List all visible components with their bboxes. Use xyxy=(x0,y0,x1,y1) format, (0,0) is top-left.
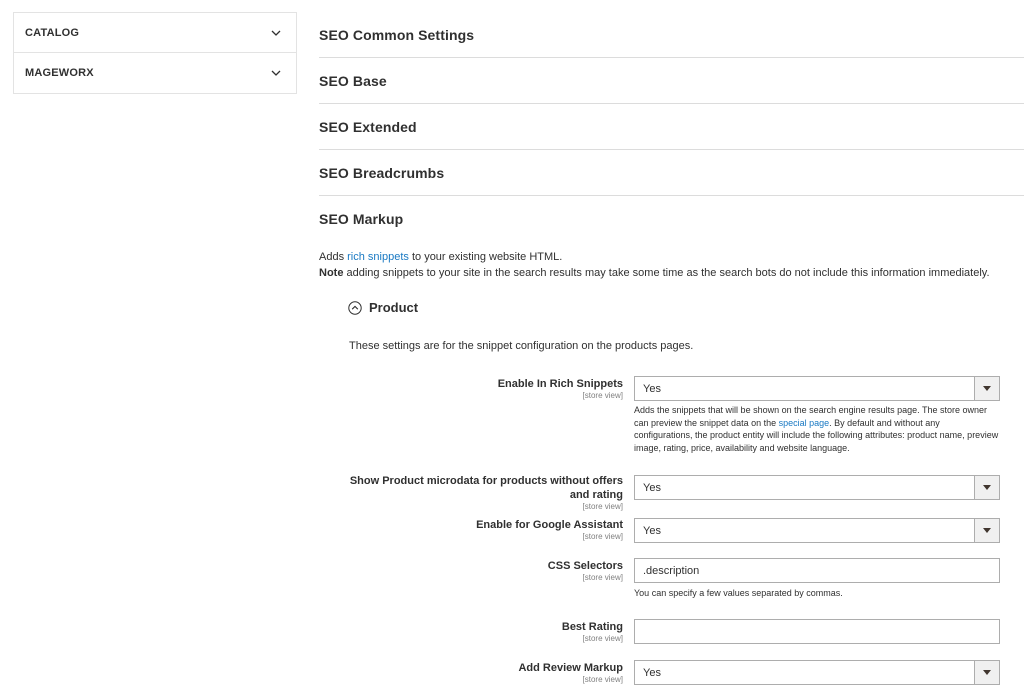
field-label: CSS Selectors xyxy=(547,560,623,572)
note-label: Note xyxy=(319,267,344,279)
markup-intro xyxy=(319,249,1019,281)
caret-down-icon xyxy=(983,485,991,490)
select-arrow xyxy=(974,476,999,499)
sidebar-item-label: CATALOG xyxy=(25,26,80,39)
rich-snippets-link[interactable]: rich snippets xyxy=(347,251,409,263)
section-seo-markup[interactable] xyxy=(319,196,1024,242)
scope-label: [store view] xyxy=(582,675,623,684)
section-title: SEO Markup xyxy=(319,211,404,227)
field-label-group xyxy=(343,620,623,644)
section-title: SEO Common Settings xyxy=(319,26,475,43)
scope-label: [store view] xyxy=(582,502,623,511)
section-title: SEO Base xyxy=(319,72,387,89)
config-sidebar xyxy=(13,12,297,94)
select-arrow xyxy=(974,661,999,684)
section-title: SEO Extended xyxy=(319,118,417,135)
field-label-group xyxy=(343,518,623,542)
note-text: Adds the snippets that will be shown on the search engine results page. The store owner can preview the snippet data on the xyxy=(634,405,988,428)
section-seo-common-settings[interactable] xyxy=(319,12,1024,58)
section-seo-extended[interactable] xyxy=(319,104,1024,150)
css-selectors-input[interactable] xyxy=(634,558,1000,583)
input-value: .description xyxy=(643,565,700,577)
product-group-toggle[interactable] xyxy=(348,300,418,315)
select-arrow xyxy=(974,519,999,542)
select-value: Yes xyxy=(643,525,661,537)
field-note xyxy=(634,404,1000,454)
scope-label: [store view] xyxy=(582,391,623,400)
field-label-group xyxy=(343,559,623,583)
field-label: Add Review Markup xyxy=(518,662,623,674)
field-label: Enable for Google Assistant xyxy=(476,519,623,531)
field-label: Enable In Rich Snippets xyxy=(497,378,623,390)
select-value: Yes xyxy=(643,383,661,395)
config-sections xyxy=(319,12,1024,242)
chevron-up-circle-icon xyxy=(348,301,362,315)
show-product-microdata-select[interactable] xyxy=(634,475,1000,500)
intro-text: to your existing website HTML. xyxy=(408,251,563,263)
chevron-down-icon xyxy=(270,27,282,39)
select-value: Yes xyxy=(643,482,661,494)
section-title: SEO Breadcrumbs xyxy=(319,164,445,181)
caret-down-icon xyxy=(983,528,991,533)
sidebar-item-mageworx[interactable] xyxy=(14,53,296,93)
review-markup-select[interactable] xyxy=(634,660,1000,685)
field-label-group xyxy=(343,377,623,401)
select-arrow xyxy=(974,377,999,400)
select-value: Yes xyxy=(643,667,661,679)
scope-label: [store view] xyxy=(582,573,623,582)
sidebar-item-catalog[interactable] xyxy=(14,13,296,53)
chevron-down-icon xyxy=(270,67,282,79)
best-rating-input[interactable] xyxy=(634,619,1000,644)
note-text: adding snippets to your site in the search results may take some time as the search bots do not include this information immediately. xyxy=(343,267,990,279)
field-label: Show Product microdata for products without offers and rating xyxy=(349,475,623,501)
scope-label: [store view] xyxy=(582,532,623,541)
section-seo-breadcrumbs[interactable] xyxy=(319,150,1024,196)
caret-down-icon xyxy=(983,670,991,675)
intro-text: Adds xyxy=(319,251,348,263)
sidebar-item-label: MAGEWORX xyxy=(25,67,94,79)
section-seo-base[interactable] xyxy=(319,58,1024,104)
field-label-group xyxy=(343,474,623,512)
product-group-title: Product xyxy=(369,300,419,315)
google-assistant-select[interactable] xyxy=(634,518,1000,543)
scope-label: [store view] xyxy=(582,634,623,643)
caret-down-icon xyxy=(983,386,991,391)
special-page-link[interactable]: special page xyxy=(778,417,830,428)
field-note: You can specify a few values separated by commas. xyxy=(634,588,843,598)
note-text: . By default and without any configurations, the product entity will include the following attributes: product name, preview image, rating, price, availability and website language. xyxy=(634,417,999,453)
field-label-group xyxy=(343,661,623,685)
field-label: Best Rating xyxy=(561,621,623,633)
enable-rich-snippets-select[interactable] xyxy=(634,376,1000,401)
product-group-description: These settings are for the snippet configuration on the products pages. xyxy=(349,340,694,352)
